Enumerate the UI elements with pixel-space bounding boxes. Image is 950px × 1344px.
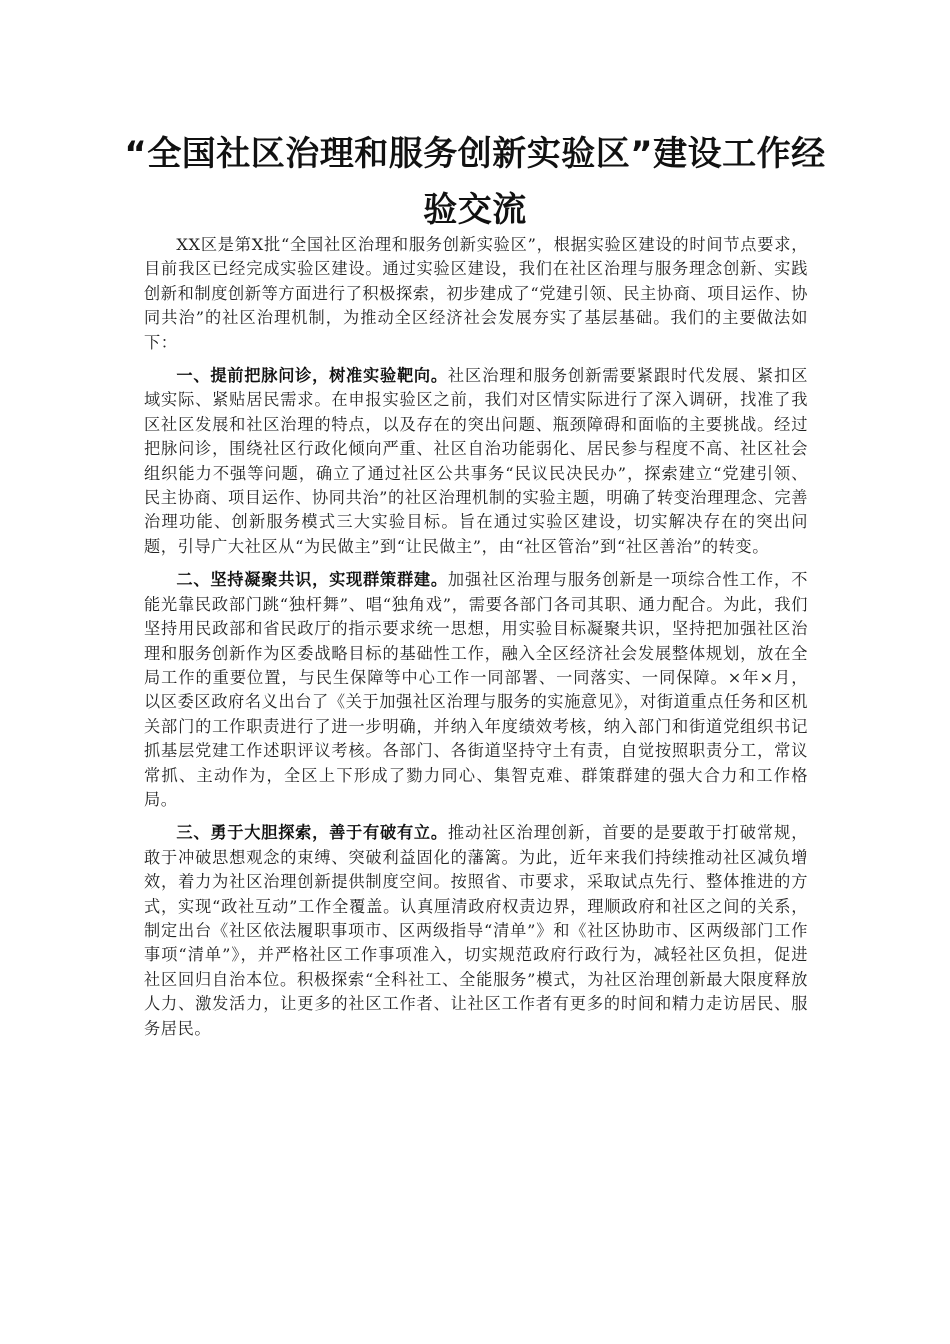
document-title: “全国社区治理和服务创新实验区”建设工作经验交流	[124, 134, 826, 230]
section-text-3: 推动社区治理创新，首要的是要敢于打破常规，敢于冲破思想观念的束缚、突破利益固化的藩篱。为此，近年来我们持续推动社区减负增效，着力为社区治理创新提供制度空间。按照省、市要求，采取试点先行、整体推进的方式，实现“政社互动”工作全覆盖。认真厘清政府权责边界，理顺政府和社区之间的关系，制定出台《社区依法履职事项市、区两级指导“清单”》和《社区协助市、区两级部门工作事项“清单”》，并严格社区工作事项准入，切实规范政府行政行为，减轻社区负担，促进社区回归自治本位。积极探索“全科社工、全能服务”模式，为社区治理创新最大限度释放人力、激发活力，让更多的社区工作者、让社区工作者有更多的时间和精力走访居民、服务居民。	[144, 823, 808, 1038]
section-heading-1: 一、提前把脉问诊，树准实验靶向。	[176, 366, 448, 386]
section-paragraph-1	[144, 364, 808, 559]
section-text-2: 加强社区治理与服务创新是一项综合性工作，不能光靠民政部门跳“独杆舞”、唱“独角戏”，需要各部门各司其职、通力配合。为此，我们坚持用民政部和省民政厅的指示要求统一思想，用实验目标凝聚共识，坚持把加强社区治理和服务创新作为区委战略目标的基础性工作，融入全区经济社会发展整体规划，放在全局工作的重要位置，与民生保障等中心工作一同部署、一同落实、一同保障。×年×月，以区委区政府名义出台了《关于加强社区治理与服务的实施意见》，对街道重点任务和区机关部门的工作职责进行了进一步明确，并纳入年度绩效考核，纳入部门和街道党组织书记抓基层党建工作述职评议考核。各部门、各街道坚持守土有责，自觉按照职责分工，常议常抓、主动作为，全区上下形成了勠力同心、集智克难、群策群建的强大合力和工作格局。	[144, 570, 808, 809]
section-text-1: 社区治理和服务创新需要紧跟时代发展、紧扣区域实际、紧贴居民需求。在申报实验区之前，我们对区情实际进行了深入调研，找准了我区社区发展和社区治理的特点，以及存在的突出问题、瓶颈障碍和面临的主要挑战。经过把脉问诊，围绕社区行政化倾向严重、社区自治功能弱化、居民参与程度不高、社区社会组织能力不强等问题，确立了通过社区公共事务“民议民决民办”，探索建立“党建引领、民主协商、项目运作、协同共治”的社区治理机制的实验主题，明确了转变治理理念、完善治理功能、创新服务模式三大实验目标。旨在通过实验区建设，切实解决存在的突出问题，引导广大社区从“为民做主”到“让民做主”，由“社区管治”到“社区善治”的转变。	[144, 366, 808, 556]
section-heading-2: 二、坚持凝聚共识，实现群策群建。	[176, 570, 448, 590]
document-body	[144, 233, 808, 1041]
section-paragraph-3	[144, 821, 808, 1041]
section-heading-3: 三、勇于大胆探索，善于有破有立。	[176, 823, 448, 843]
section-paragraph-2	[144, 568, 808, 812]
intro-paragraph: XX区是第X批“全国社区治理和服务创新实验区”，根据实验区建设的时间节点要求，目前我区已经完成实验区建设。通过实验区建设，我们在社区治理与服务理念创新、实践创新和制度创新等方面进行了积极探索，初步建成了“党建引领、民主协商、项目运作、协同共治”的社区治理机制，为推动全区经济社会发展夯实了基层基础。我们的主要做法如下：	[144, 235, 808, 352]
